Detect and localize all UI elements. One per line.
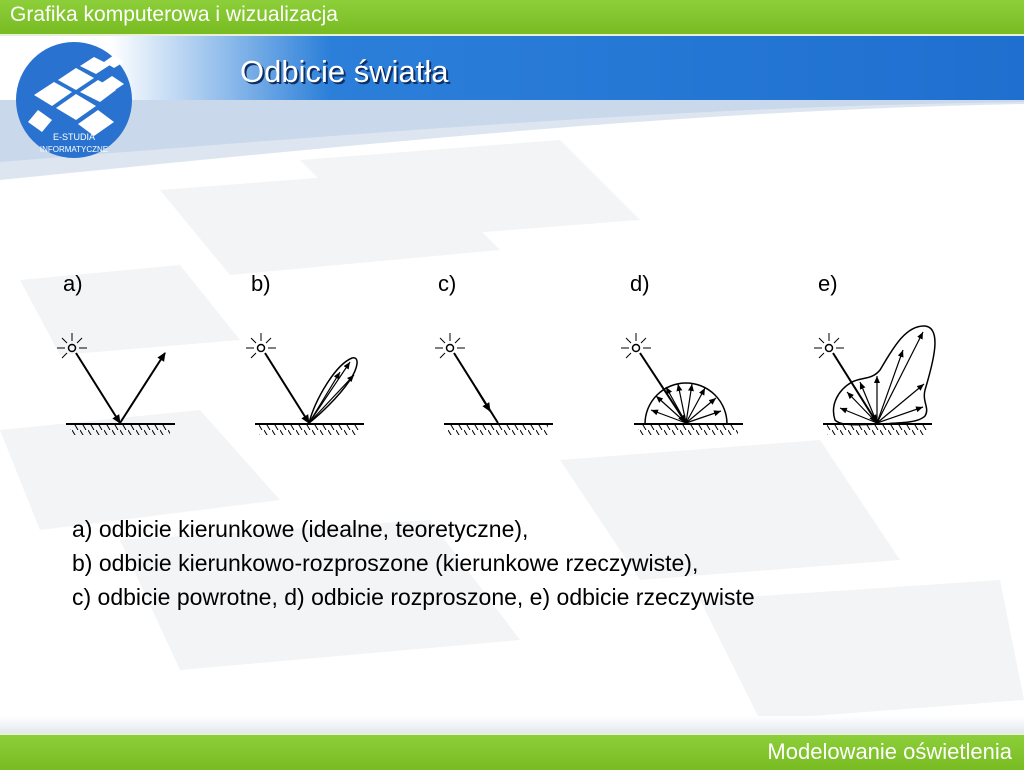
panel-c-retroreflection — [435, 333, 553, 435]
label-e: e) — [818, 271, 838, 296]
label-d: d) — [630, 271, 650, 296]
header-swoosh — [0, 100, 1024, 180]
footer-band — [0, 716, 1024, 733]
logo-graphic — [14, 40, 134, 162]
top-bar — [0, 0, 1024, 36]
light-source-b-icon — [246, 333, 276, 358]
panel-d-diffuse — [621, 333, 743, 435]
slide-title: Odbicie światła — [240, 54, 449, 89]
light-source-a-icon — [57, 333, 87, 358]
label-c: c) — [438, 271, 457, 296]
course-title: Grafika komputerowa i wizualizacja — [10, 3, 338, 26]
description-line-2: b) odbicie kierunkowo-rozproszone (kierunkowe rzeczywiste), — [72, 550, 699, 576]
reflection-diagram — [0, 310, 1024, 450]
logo-line2: INFORMATYCZNE — [39, 145, 109, 154]
light-source-d-icon — [621, 333, 651, 358]
e-studia-logo — [14, 40, 134, 162]
section-title: Modelowanie oświetlenia — [767, 739, 1012, 764]
description-line-3: c) odbicie powrotne, d) odbicie rozproszone, e) odbicie rzeczywiste — [72, 584, 755, 610]
light-source-c-icon — [435, 333, 465, 358]
bottom-bar — [0, 733, 1024, 770]
description-line-1: a) odbicie kierunkowe (idealne, teoretyczne), — [72, 516, 529, 542]
title-band — [0, 36, 1024, 104]
description — [72, 512, 755, 614]
panel-e-real — [814, 326, 935, 435]
panel-b-directional-diffuse — [246, 333, 364, 435]
panel-a-specular — [57, 333, 175, 435]
label-a: a) — [63, 271, 83, 296]
label-b: b) — [251, 271, 271, 296]
logo-line1: E-STUDIA — [52, 132, 96, 142]
light-source-e-icon — [814, 333, 844, 358]
